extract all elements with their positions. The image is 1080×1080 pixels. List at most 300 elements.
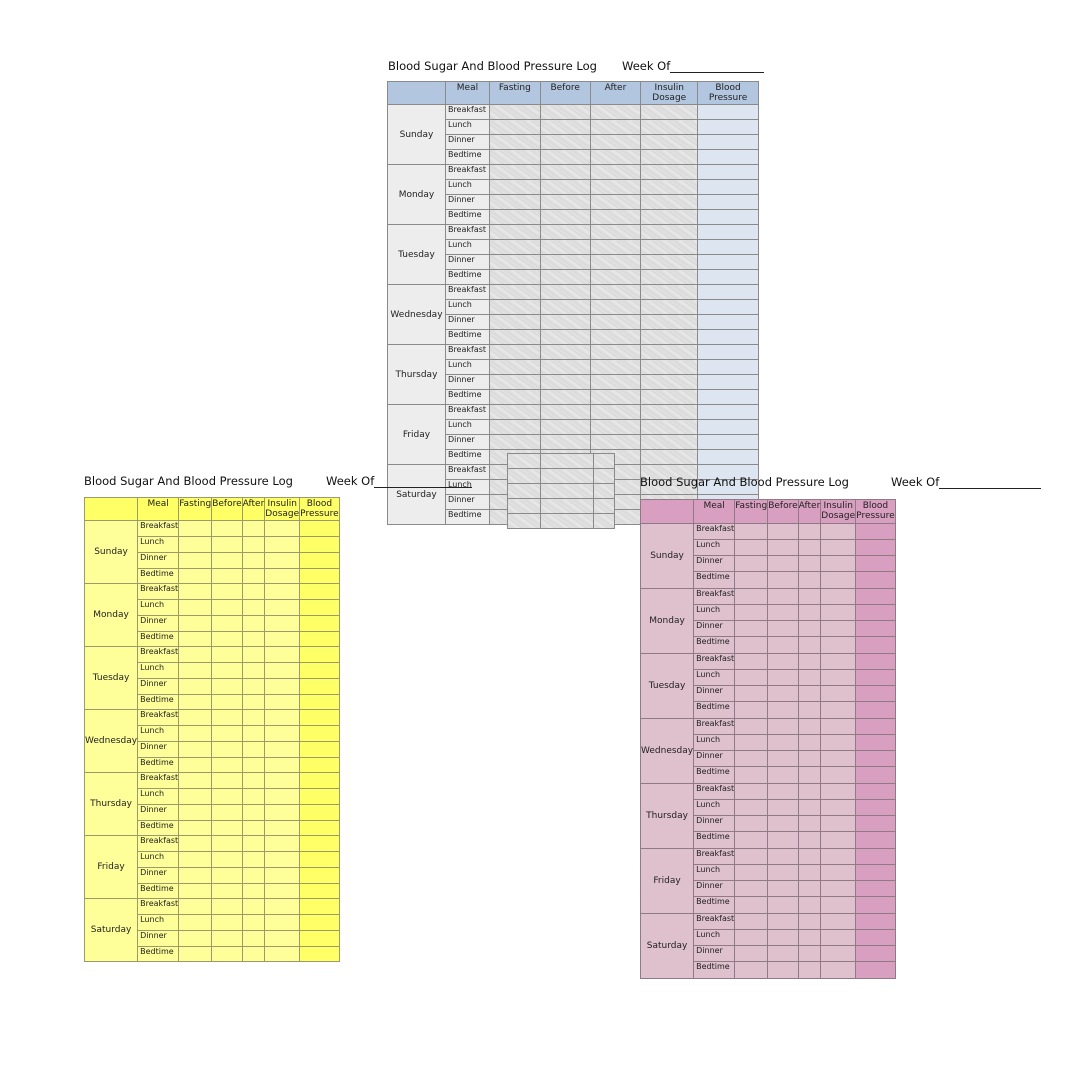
entry-cell[interactable] [179, 742, 212, 758]
entry-cell[interactable] [798, 524, 821, 540]
blood-pressure-cell[interactable] [300, 758, 339, 773]
entry-cell[interactable] [641, 375, 698, 390]
blood-pressure-cell[interactable] [300, 947, 339, 962]
entry-cell[interactable] [821, 816, 856, 832]
blood-pressure-cell[interactable] [856, 816, 895, 832]
entry-cell[interactable] [641, 390, 698, 405]
entry-cell[interactable] [590, 420, 641, 435]
entry-cell[interactable] [179, 537, 212, 553]
blood-pressure-cell[interactable] [856, 572, 895, 589]
entry-cell[interactable] [179, 695, 212, 710]
blood-pressure-cell[interactable] [300, 852, 339, 868]
entry-cell[interactable] [540, 150, 590, 165]
entry-cell[interactable] [242, 695, 265, 710]
entry-cell[interactable] [212, 868, 242, 884]
entry-cell[interactable] [798, 832, 821, 849]
entry-cell[interactable] [590, 405, 641, 420]
entry-cell[interactable] [179, 679, 212, 695]
entry-cell[interactable] [798, 962, 821, 979]
entry-cell[interactable] [798, 670, 821, 686]
entry-cell[interactable] [212, 726, 242, 742]
entry-cell[interactable] [212, 584, 242, 600]
entry-cell[interactable] [590, 165, 641, 180]
blood-pressure-cell[interactable] [300, 584, 339, 600]
entry-cell[interactable] [590, 345, 641, 360]
blood-pressure-cell[interactable] [698, 135, 759, 150]
entry-cell[interactable] [798, 654, 821, 670]
entry-cell[interactable] [821, 881, 856, 897]
blood-pressure-cell[interactable] [698, 315, 759, 330]
entry-cell[interactable] [242, 805, 265, 821]
blood-pressure-cell[interactable] [856, 962, 895, 979]
entry-cell[interactable] [540, 225, 590, 240]
entry-cell[interactable] [735, 881, 768, 897]
entry-cell[interactable] [540, 105, 590, 120]
entry-cell[interactable] [179, 710, 212, 726]
entry-cell[interactable] [489, 270, 540, 285]
entry-cell[interactable] [735, 914, 768, 930]
entry-cell[interactable] [768, 572, 798, 589]
entry-cell[interactable] [540, 315, 590, 330]
entry-cell[interactable] [735, 702, 768, 719]
entry-cell[interactable] [641, 360, 698, 375]
entry-cell[interactable] [641, 210, 698, 225]
blood-pressure-cell[interactable] [300, 521, 339, 537]
entry-cell[interactable] [735, 735, 768, 751]
entry-cell[interactable] [179, 852, 212, 868]
entry-cell[interactable] [212, 836, 242, 852]
blood-pressure-cell[interactable] [856, 719, 895, 735]
entry-cell[interactable] [265, 821, 300, 836]
entry-cell[interactable] [798, 605, 821, 621]
blood-pressure-cell[interactable] [856, 735, 895, 751]
entry-cell[interactable] [735, 800, 768, 816]
entry-cell[interactable] [768, 897, 798, 914]
blood-pressure-cell[interactable] [856, 540, 895, 556]
entry-cell[interactable] [821, 589, 856, 605]
entry-cell[interactable] [540, 285, 590, 300]
entry-cell[interactable] [540, 135, 590, 150]
entry-cell[interactable] [489, 360, 540, 375]
blood-pressure-cell[interactable] [856, 702, 895, 719]
entry-cell[interactable] [821, 605, 856, 621]
entry-cell[interactable] [821, 832, 856, 849]
entry-cell[interactable] [242, 600, 265, 616]
entry-cell[interactable] [590, 375, 641, 390]
blood-pressure-cell[interactable] [856, 784, 895, 800]
entry-cell[interactable] [798, 637, 821, 654]
entry-cell[interactable] [489, 195, 540, 210]
entry-cell[interactable] [265, 647, 300, 663]
entry-cell[interactable] [590, 210, 641, 225]
entry-cell[interactable] [590, 390, 641, 405]
blood-pressure-cell[interactable] [856, 670, 895, 686]
entry-cell[interactable] [768, 800, 798, 816]
entry-cell[interactable] [821, 702, 856, 719]
entry-cell[interactable] [735, 589, 768, 605]
entry-cell[interactable] [489, 345, 540, 360]
entry-cell[interactable] [242, 758, 265, 773]
blood-pressure-cell[interactable] [856, 556, 895, 572]
entry-cell[interactable] [265, 805, 300, 821]
entry-cell[interactable] [179, 647, 212, 663]
entry-cell[interactable] [821, 735, 856, 751]
entry-cell[interactable] [735, 556, 768, 572]
entry-cell[interactable] [735, 849, 768, 865]
entry-cell[interactable] [489, 150, 540, 165]
entry-cell[interactable] [590, 285, 641, 300]
blood-pressure-cell[interactable] [300, 569, 339, 584]
entry-cell[interactable] [489, 120, 540, 135]
entry-cell[interactable] [768, 767, 798, 784]
entry-cell[interactable] [590, 195, 641, 210]
entry-cell[interactable] [798, 881, 821, 897]
entry-cell[interactable] [735, 524, 768, 540]
entry-cell[interactable] [212, 742, 242, 758]
entry-cell[interactable] [641, 285, 698, 300]
entry-cell[interactable] [798, 572, 821, 589]
blood-pressure-cell[interactable] [300, 773, 339, 789]
entry-cell[interactable] [489, 180, 540, 195]
entry-cell[interactable] [590, 315, 641, 330]
blood-pressure-cell[interactable] [698, 240, 759, 255]
blood-pressure-cell[interactable] [698, 435, 759, 450]
entry-cell[interactable] [179, 569, 212, 584]
entry-cell[interactable] [735, 897, 768, 914]
entry-cell[interactable] [798, 702, 821, 719]
blood-pressure-cell[interactable] [856, 751, 895, 767]
entry-cell[interactable] [242, 679, 265, 695]
entry-cell[interactable] [821, 930, 856, 946]
entry-cell[interactable] [242, 647, 265, 663]
entry-cell[interactable] [265, 758, 300, 773]
entry-cell[interactable] [641, 450, 698, 465]
entry-cell[interactable] [768, 702, 798, 719]
entry-cell[interactable] [242, 899, 265, 915]
blood-pressure-cell[interactable] [698, 165, 759, 180]
entry-cell[interactable] [489, 165, 540, 180]
entry-cell[interactable] [212, 521, 242, 537]
entry-cell[interactable] [489, 435, 540, 450]
blood-pressure-cell[interactable] [698, 150, 759, 165]
blood-pressure-cell[interactable] [698, 285, 759, 300]
entry-cell[interactable] [540, 165, 590, 180]
entry-cell[interactable] [212, 758, 242, 773]
entry-cell[interactable] [265, 947, 300, 962]
entry-cell[interactable] [735, 572, 768, 589]
entry-cell[interactable] [768, 930, 798, 946]
entry-cell[interactable] [540, 240, 590, 255]
entry-cell[interactable] [540, 195, 590, 210]
entry-cell[interactable] [265, 632, 300, 647]
entry-cell[interactable] [590, 150, 641, 165]
blood-pressure-cell[interactable] [698, 330, 759, 345]
entry-cell[interactable] [179, 821, 212, 836]
entry-cell[interactable] [179, 899, 212, 915]
entry-cell[interactable] [768, 816, 798, 832]
entry-cell[interactable] [179, 521, 212, 537]
entry-cell[interactable] [768, 654, 798, 670]
entry-cell[interactable] [212, 553, 242, 569]
entry-cell[interactable] [735, 816, 768, 832]
blood-pressure-cell[interactable] [300, 616, 339, 632]
blood-pressure-cell[interactable] [300, 726, 339, 742]
entry-cell[interactable] [489, 255, 540, 270]
blood-pressure-cell[interactable] [698, 180, 759, 195]
entry-cell[interactable] [540, 210, 590, 225]
blood-pressure-cell[interactable] [300, 663, 339, 679]
entry-cell[interactable] [798, 897, 821, 914]
entry-cell[interactable] [798, 621, 821, 637]
blood-pressure-cell[interactable] [856, 686, 895, 702]
entry-cell[interactable] [265, 679, 300, 695]
entry-cell[interactable] [265, 663, 300, 679]
entry-cell[interactable] [641, 165, 698, 180]
entry-cell[interactable] [798, 719, 821, 735]
week-of-line[interactable] [939, 476, 1041, 489]
entry-cell[interactable] [768, 962, 798, 979]
entry-cell[interactable] [768, 946, 798, 962]
entry-cell[interactable] [212, 632, 242, 647]
entry-cell[interactable] [242, 742, 265, 758]
entry-cell[interactable] [489, 405, 540, 420]
entry-cell[interactable] [489, 330, 540, 345]
blood-pressure-cell[interactable] [300, 899, 339, 915]
entry-cell[interactable] [590, 435, 641, 450]
blood-pressure-cell[interactable] [300, 695, 339, 710]
entry-cell[interactable] [821, 654, 856, 670]
entry-cell[interactable] [179, 584, 212, 600]
entry-cell[interactable] [590, 240, 641, 255]
entry-cell[interactable] [735, 784, 768, 800]
entry-cell[interactable] [242, 521, 265, 537]
blood-pressure-cell[interactable] [856, 849, 895, 865]
entry-cell[interactable] [242, 947, 265, 962]
entry-cell[interactable] [590, 360, 641, 375]
entry-cell[interactable] [798, 735, 821, 751]
entry-cell[interactable] [821, 962, 856, 979]
blood-pressure-cell[interactable] [300, 537, 339, 553]
entry-cell[interactable] [265, 600, 300, 616]
entry-cell[interactable] [265, 553, 300, 569]
entry-cell[interactable] [821, 865, 856, 881]
entry-cell[interactable] [768, 751, 798, 767]
entry-cell[interactable] [489, 315, 540, 330]
entry-cell[interactable] [641, 255, 698, 270]
entry-cell[interactable] [179, 553, 212, 569]
blood-pressure-cell[interactable] [856, 930, 895, 946]
blood-pressure-cell[interactable] [856, 897, 895, 914]
entry-cell[interactable] [265, 931, 300, 947]
entry-cell[interactable] [768, 621, 798, 637]
entry-cell[interactable] [489, 390, 540, 405]
blood-pressure-cell[interactable] [856, 767, 895, 784]
entry-cell[interactable] [641, 300, 698, 315]
entry-cell[interactable] [265, 915, 300, 931]
entry-cell[interactable] [265, 584, 300, 600]
entry-cell[interactable] [179, 915, 212, 931]
entry-cell[interactable] [735, 719, 768, 735]
blood-pressure-cell[interactable] [698, 120, 759, 135]
entry-cell[interactable] [212, 663, 242, 679]
entry-cell[interactable] [641, 150, 698, 165]
blood-pressure-cell[interactable] [856, 914, 895, 930]
entry-cell[interactable] [489, 225, 540, 240]
entry-cell[interactable] [179, 726, 212, 742]
entry-cell[interactable] [590, 330, 641, 345]
entry-cell[interactable] [735, 962, 768, 979]
entry-cell[interactable] [590, 300, 641, 315]
entry-cell[interactable] [590, 255, 641, 270]
entry-cell[interactable] [821, 897, 856, 914]
entry-cell[interactable] [212, 569, 242, 584]
blood-pressure-cell[interactable] [300, 647, 339, 663]
entry-cell[interactable] [212, 947, 242, 962]
blood-pressure-cell[interactable] [698, 255, 759, 270]
entry-cell[interactable] [768, 849, 798, 865]
entry-cell[interactable] [179, 600, 212, 616]
entry-cell[interactable] [641, 420, 698, 435]
entry-cell[interactable] [798, 914, 821, 930]
entry-cell[interactable] [821, 637, 856, 654]
blood-pressure-cell[interactable] [698, 345, 759, 360]
blood-pressure-cell[interactable] [300, 553, 339, 569]
entry-cell[interactable] [212, 710, 242, 726]
entry-cell[interactable] [821, 914, 856, 930]
entry-cell[interactable] [798, 556, 821, 572]
entry-cell[interactable] [590, 180, 641, 195]
entry-cell[interactable] [768, 556, 798, 572]
entry-cell[interactable] [768, 735, 798, 751]
blood-pressure-cell[interactable] [856, 654, 895, 670]
blood-pressure-cell[interactable] [698, 375, 759, 390]
entry-cell[interactable] [489, 285, 540, 300]
entry-cell[interactable] [735, 686, 768, 702]
entry-cell[interactable] [821, 849, 856, 865]
entry-cell[interactable] [242, 726, 265, 742]
entry-cell[interactable] [212, 899, 242, 915]
entry-cell[interactable] [212, 647, 242, 663]
entry-cell[interactable] [242, 553, 265, 569]
entry-cell[interactable] [212, 915, 242, 931]
entry-cell[interactable] [735, 946, 768, 962]
blood-pressure-cell[interactable] [300, 931, 339, 947]
entry-cell[interactable] [798, 946, 821, 962]
entry-cell[interactable] [242, 868, 265, 884]
entry-cell[interactable] [798, 540, 821, 556]
blood-pressure-cell[interactable] [698, 390, 759, 405]
entry-cell[interactable] [242, 584, 265, 600]
entry-cell[interactable] [821, 556, 856, 572]
blood-pressure-cell[interactable] [300, 884, 339, 899]
entry-cell[interactable] [768, 670, 798, 686]
blood-pressure-cell[interactable] [300, 821, 339, 836]
entry-cell[interactable] [798, 686, 821, 702]
entry-cell[interactable] [179, 931, 212, 947]
entry-cell[interactable] [798, 865, 821, 881]
entry-cell[interactable] [242, 884, 265, 899]
entry-cell[interactable] [798, 767, 821, 784]
entry-cell[interactable] [590, 270, 641, 285]
entry-cell[interactable] [768, 540, 798, 556]
entry-cell[interactable] [242, 710, 265, 726]
entry-cell[interactable] [212, 616, 242, 632]
entry-cell[interactable] [798, 930, 821, 946]
entry-cell[interactable] [821, 751, 856, 767]
entry-cell[interactable] [212, 695, 242, 710]
entry-cell[interactable] [768, 589, 798, 605]
entry-cell[interactable] [540, 405, 590, 420]
entry-cell[interactable] [768, 719, 798, 735]
entry-cell[interactable] [798, 800, 821, 816]
blood-pressure-cell[interactable] [698, 225, 759, 240]
entry-cell[interactable] [179, 758, 212, 773]
entry-cell[interactable] [265, 726, 300, 742]
entry-cell[interactable] [540, 375, 590, 390]
entry-cell[interactable] [641, 195, 698, 210]
entry-cell[interactable] [212, 789, 242, 805]
week-of-line[interactable] [374, 475, 472, 488]
entry-cell[interactable] [768, 686, 798, 702]
entry-cell[interactable] [265, 852, 300, 868]
blood-pressure-cell[interactable] [698, 105, 759, 120]
entry-cell[interactable] [641, 435, 698, 450]
entry-cell[interactable] [179, 632, 212, 647]
blood-pressure-cell[interactable] [300, 632, 339, 647]
blood-pressure-cell[interactable] [698, 270, 759, 285]
entry-cell[interactable] [768, 914, 798, 930]
entry-cell[interactable] [735, 751, 768, 767]
entry-cell[interactable] [265, 868, 300, 884]
entry-cell[interactable] [768, 637, 798, 654]
entry-cell[interactable] [768, 881, 798, 897]
entry-cell[interactable] [242, 616, 265, 632]
blood-pressure-cell[interactable] [856, 524, 895, 540]
entry-cell[interactable] [540, 120, 590, 135]
entry-cell[interactable] [242, 537, 265, 553]
entry-cell[interactable] [265, 789, 300, 805]
entry-cell[interactable] [641, 105, 698, 120]
entry-cell[interactable] [641, 180, 698, 195]
entry-cell[interactable] [242, 773, 265, 789]
entry-cell[interactable] [540, 330, 590, 345]
blood-pressure-cell[interactable] [698, 420, 759, 435]
blood-pressure-cell[interactable] [300, 915, 339, 931]
entry-cell[interactable] [735, 832, 768, 849]
blood-pressure-cell[interactable] [856, 865, 895, 881]
blood-pressure-cell[interactable] [856, 832, 895, 849]
entry-cell[interactable] [489, 240, 540, 255]
entry-cell[interactable] [265, 899, 300, 915]
entry-cell[interactable] [821, 621, 856, 637]
entry-cell[interactable] [798, 816, 821, 832]
blood-pressure-cell[interactable] [300, 742, 339, 758]
entry-cell[interactable] [540, 270, 590, 285]
entry-cell[interactable] [265, 521, 300, 537]
entry-cell[interactable] [641, 330, 698, 345]
blood-pressure-cell[interactable] [300, 600, 339, 616]
week-of-line[interactable] [670, 60, 764, 73]
entry-cell[interactable] [212, 773, 242, 789]
entry-cell[interactable] [798, 784, 821, 800]
entry-cell[interactable] [265, 884, 300, 899]
entry-cell[interactable] [641, 120, 698, 135]
entry-cell[interactable] [242, 931, 265, 947]
entry-cell[interactable] [821, 686, 856, 702]
entry-cell[interactable] [735, 767, 768, 784]
entry-cell[interactable] [489, 210, 540, 225]
entry-cell[interactable] [242, 915, 265, 931]
